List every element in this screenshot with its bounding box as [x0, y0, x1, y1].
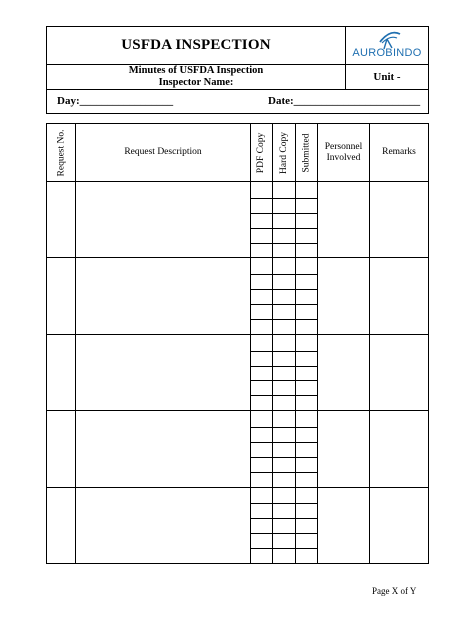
page-title: USFDA INSPECTION — [121, 37, 271, 53]
row-group-line — [47, 487, 428, 488]
sub-row-line — [250, 380, 318, 381]
col-line-2 — [250, 124, 251, 563]
col-header-personnel-involved: Personnel Involved — [324, 141, 363, 163]
header-box — [46, 26, 429, 114]
row-group-line — [47, 257, 428, 258]
col-line-5 — [317, 124, 318, 563]
col-header-submitted: Submitted — [301, 132, 312, 173]
minutes-block — [47, 65, 345, 89]
sub-row-line — [250, 548, 318, 549]
col-line-1 — [75, 124, 76, 563]
sub-row-line — [250, 213, 318, 214]
row-group-line — [47, 410, 428, 411]
header-row-line — [47, 181, 428, 182]
sub-row-line — [250, 228, 318, 229]
col-header-request-description: Request Description — [124, 147, 202, 157]
sub-row-line — [250, 533, 318, 534]
inspection-table — [46, 123, 429, 564]
sub-row-line — [250, 274, 318, 275]
sub-row-line — [250, 289, 318, 290]
col-line-4 — [295, 124, 296, 563]
sub-row-line — [250, 304, 318, 305]
sub-row-line — [250, 243, 318, 244]
col-header-request-no: Request No. — [56, 129, 66, 176]
date-field[interactable]: Date:_______________________ — [268, 95, 421, 107]
minutes-title: Minutes of USFDA Inspection — [128, 65, 264, 76]
sub-row-line — [250, 427, 318, 428]
sub-row-line — [250, 395, 318, 396]
header-divider-2 — [47, 89, 428, 90]
sub-row-line — [250, 503, 318, 504]
col-header-remarks: Remarks — [382, 147, 416, 157]
unit-label: Unit - — [373, 71, 401, 83]
row-group-line — [47, 334, 428, 335]
sub-row-line — [250, 319, 318, 320]
logo-text: AUROBINDO — [352, 47, 422, 59]
sub-row-line — [250, 351, 318, 352]
inspector-name-label: Inspector Name: — [158, 77, 234, 88]
sub-row-line — [250, 366, 318, 367]
sub-row-line — [250, 472, 318, 473]
sub-row-line — [250, 198, 318, 199]
sub-row-line — [250, 442, 318, 443]
day-field[interactable]: Day:_________________ — [57, 95, 174, 107]
page-number: Page X of Y — [372, 586, 417, 596]
col-line-6 — [369, 124, 370, 563]
sub-row-line — [250, 457, 318, 458]
col-line-3 — [272, 124, 273, 563]
company-logo — [346, 27, 428, 64]
col-header-hard-copy: Hard Copy — [279, 131, 290, 174]
sub-row-line — [250, 518, 318, 519]
col-header-pdf-copy: PDF Copy — [256, 132, 267, 173]
